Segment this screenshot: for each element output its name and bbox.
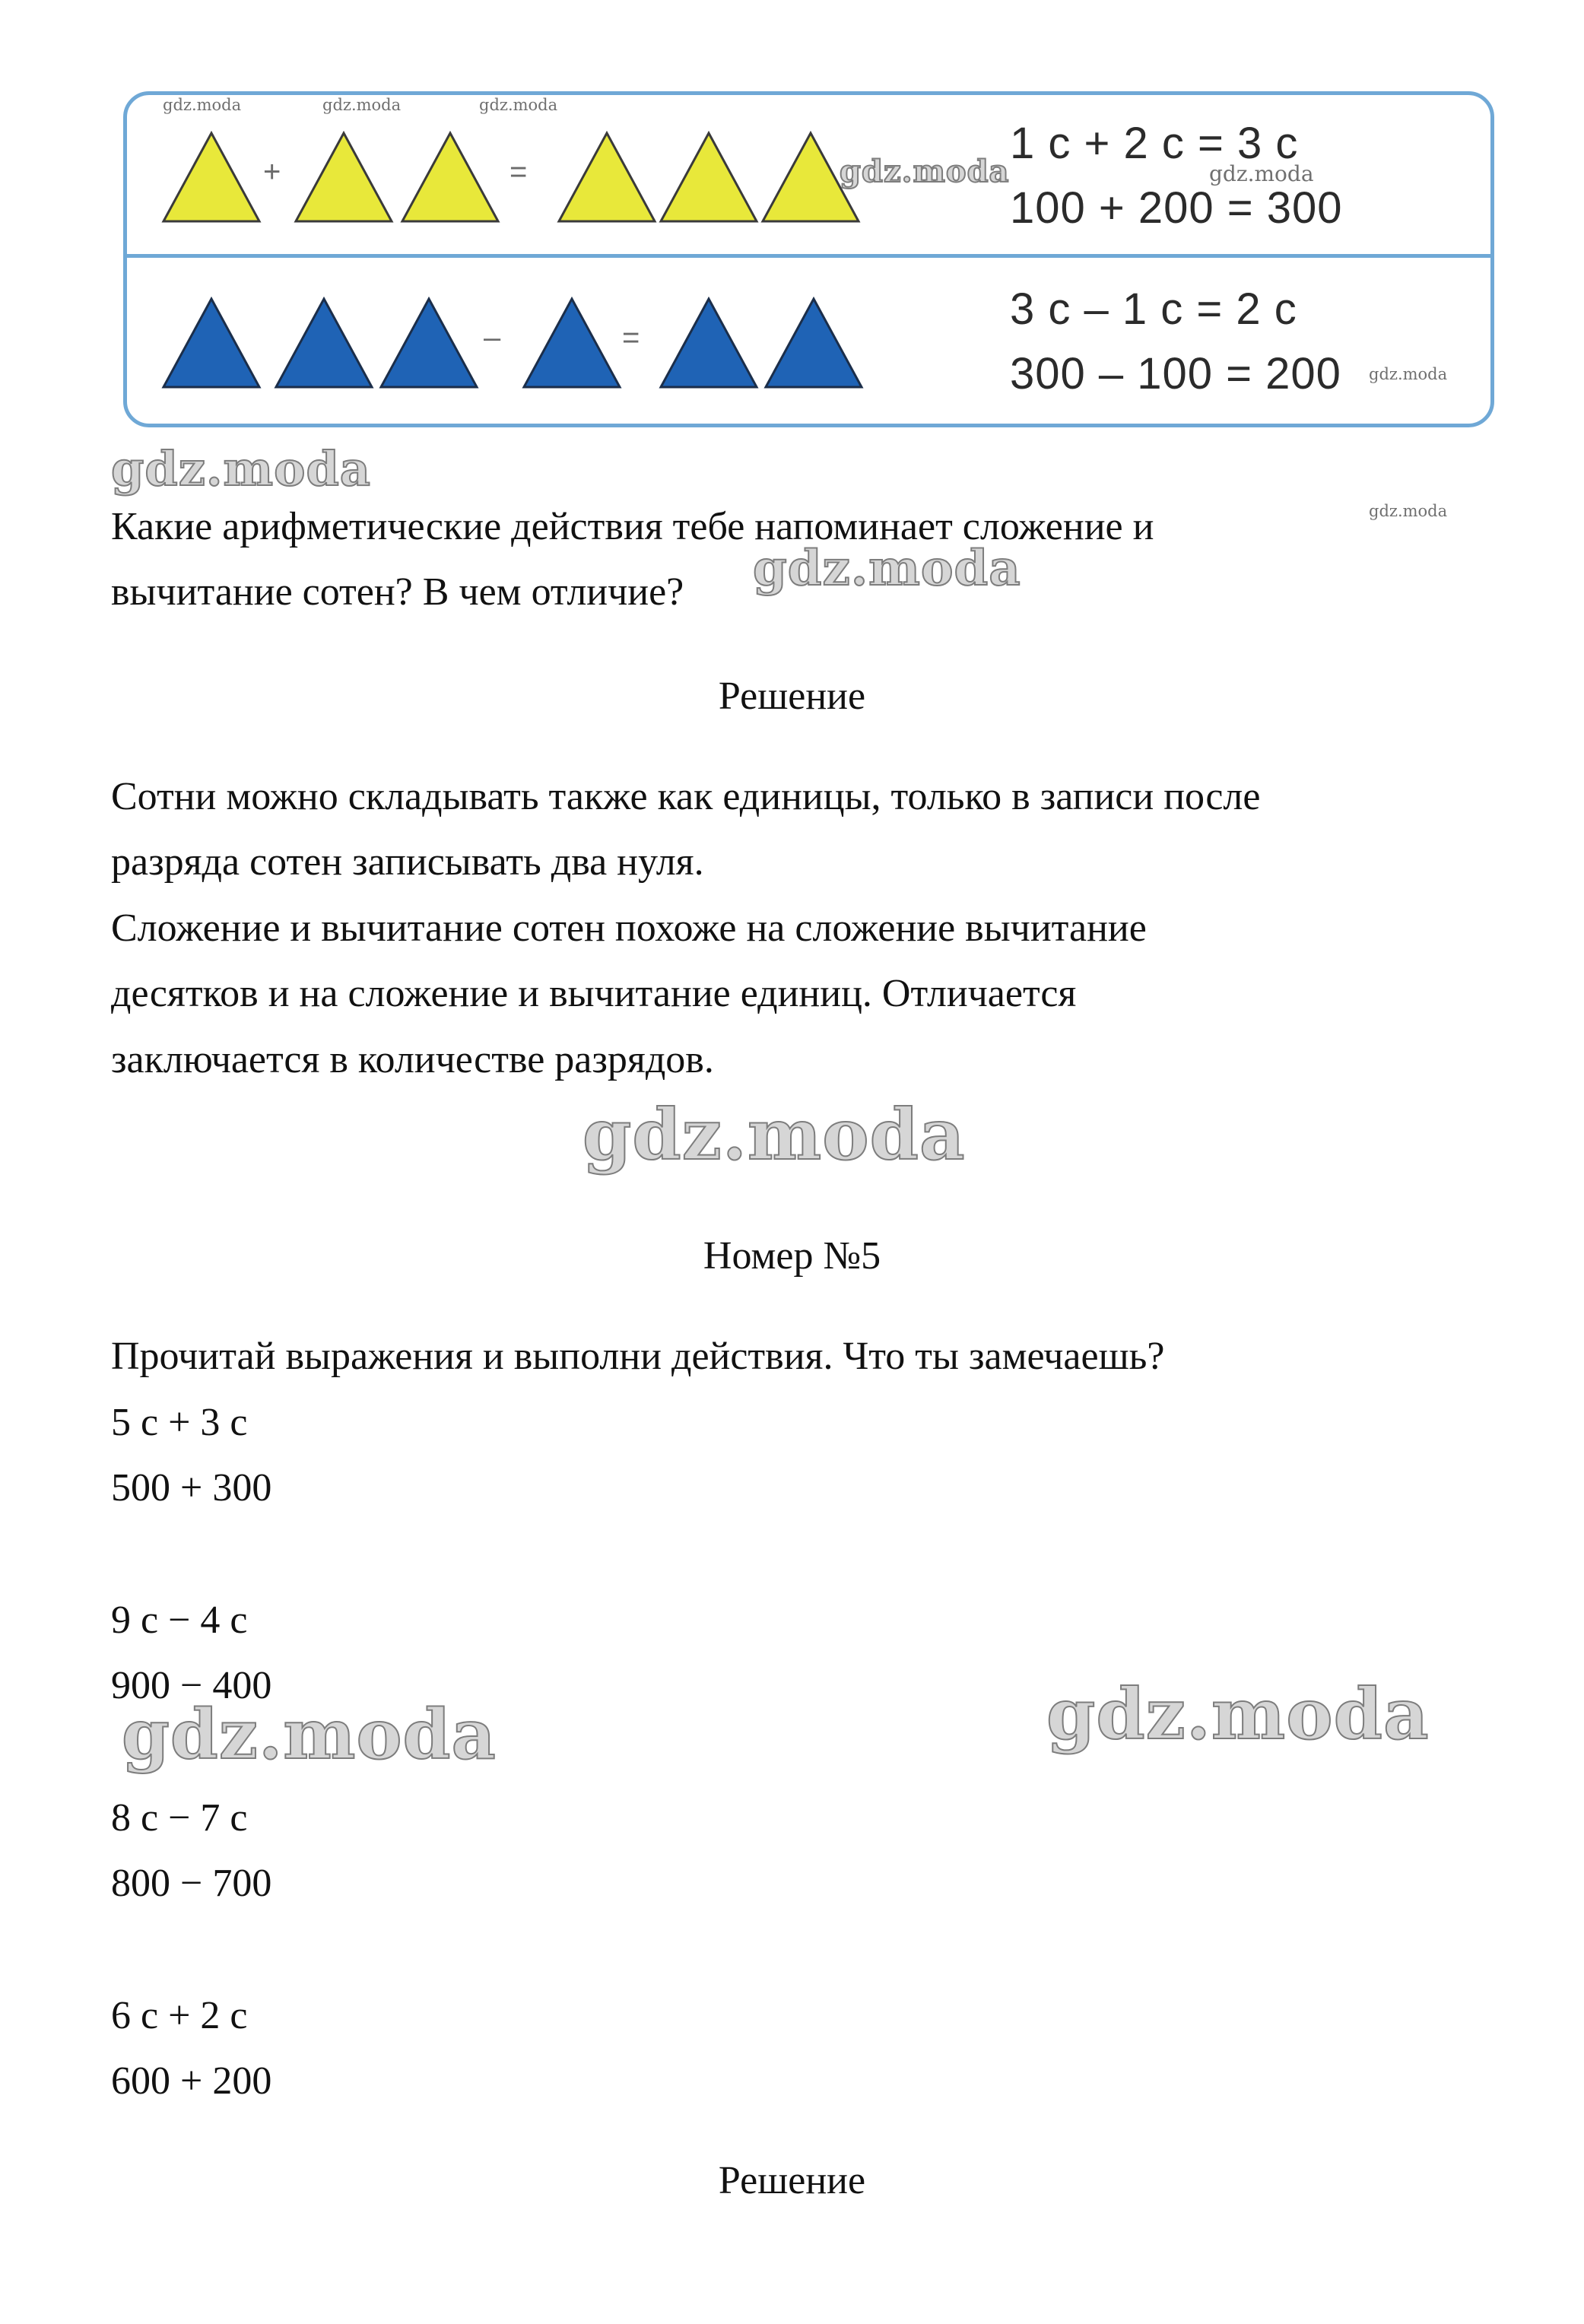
question-line-1: Какие арифметические действия тебе напоминает сложение и: [111, 505, 1154, 548]
watermark: gdz.moda: [1209, 161, 1314, 186]
watermark: gdz.moda: [1046, 1673, 1430, 1755]
blue-triangle-icon: [763, 297, 864, 389]
watermark: gdz.moda: [122, 1694, 497, 1775]
addition-equation-numbers: 100 + 200 = 300: [1010, 183, 1343, 233]
expression: 900 − 400: [111, 1664, 272, 1707]
yellow-triangle-icon: [400, 131, 500, 224]
subtraction-equation-hundreds: 3 с – 1 с = 2 с: [1010, 284, 1297, 334]
expression: 6 с + 2 с: [111, 1994, 248, 2037]
watermark: gdz.moda: [1369, 502, 1448, 520]
minus-sign: –: [484, 321, 501, 354]
solution-heading: Решение: [718, 675, 866, 718]
plus-sign: +: [263, 155, 281, 189]
watermark: gdz.moda: [582, 1094, 966, 1176]
task-prompt: Прочитай выражения и выполни действия. Что ты замечаешь?: [111, 1335, 1165, 1378]
blue-triangle-icon: [274, 297, 374, 389]
solution-line: десятков и на сложение и вычитание единиц. Отличается: [111, 972, 1077, 1015]
yellow-triangle-icon: [294, 131, 394, 224]
solution-line: разряда сотен записывать два нуля.: [111, 840, 704, 884]
expression: 600 + 200: [111, 2059, 272, 2103]
question-line-2: вычитание сотен? В чем отличие?: [111, 570, 684, 614]
solution-line: Сотни можно складывать также как единицы, только в записи после: [111, 775, 1261, 818]
blue-triangle-icon: [161, 297, 262, 389]
expression: 8 с − 7 с: [111, 1796, 248, 1840]
watermark: gdz.moda: [840, 154, 1010, 189]
watermark: gdz.moda: [753, 540, 1021, 597]
blue-triangle-icon: [379, 297, 479, 389]
task-heading: Номер №5: [703, 1234, 881, 1278]
expression: 5 с + 3 с: [111, 1401, 248, 1444]
addition-equation-hundreds: 1 с + 2 с = 3 с: [1010, 119, 1299, 168]
watermark: gdz.moda: [163, 96, 242, 114]
expression: 500 + 300: [111, 1466, 272, 1510]
watermark: gdz.moda: [111, 441, 371, 497]
equals-sign: =: [509, 155, 528, 189]
yellow-triangle-icon: [161, 131, 262, 224]
equals-sign: =: [622, 321, 640, 354]
watermark: gdz.moda: [1369, 365, 1448, 383]
watermark: gdz.moda: [479, 96, 558, 114]
subtraction-equation-numbers: 300 – 100 = 200: [1010, 349, 1341, 398]
expression: 800 − 700: [111, 1862, 272, 1905]
expression: 9 с − 4 с: [111, 1599, 248, 1642]
blue-triangle-icon: [659, 297, 759, 389]
blue-triangle-icon: [522, 297, 622, 389]
illustration-divider: [127, 254, 1490, 258]
solution-heading: Решение: [718, 2159, 866, 2202]
watermark: gdz.moda: [322, 96, 402, 114]
yellow-triangle-icon: [659, 131, 759, 224]
solution-line: заключается в количестве разрядов.: [111, 1038, 714, 1081]
yellow-triangle-icon: [557, 131, 657, 224]
solution-line: Сложение и вычитание сотен похоже на сложение вычитание: [111, 906, 1147, 950]
